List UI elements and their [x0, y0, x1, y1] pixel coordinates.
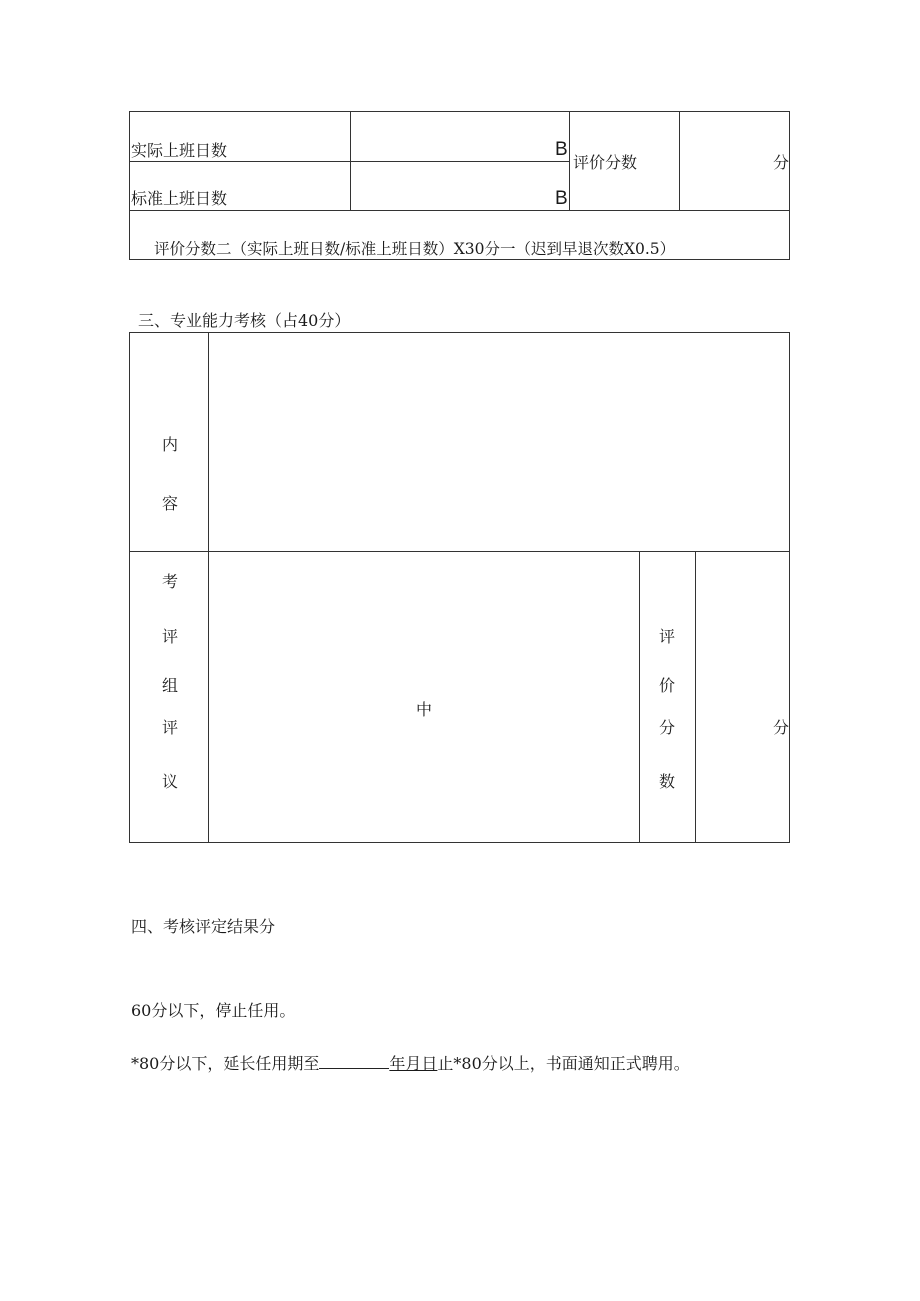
attendance-table	[129, 111, 790, 260]
table-divider	[130, 551, 789, 552]
score-formula: 评价分数二（实际上班日数/标准上班日数）X30分一（迟到早退次数X0.5）	[154, 240, 676, 258]
table-divider	[679, 112, 680, 210]
review-label-char: 议	[161, 772, 178, 791]
review-label-char: 考	[161, 572, 178, 591]
actual-workdays-label: 实际上班日数	[131, 141, 228, 160]
content-label-char: 容	[161, 494, 178, 513]
score-label: 评价分数	[573, 153, 638, 172]
table-divider	[130, 161, 570, 162]
score-label-char: 价	[658, 676, 675, 695]
standard-workdays-label: 标准上班日数	[131, 189, 228, 208]
score-label-char: 数	[658, 772, 675, 791]
review-label-char: 评	[161, 718, 178, 737]
actual-workdays-mark: B	[555, 139, 568, 160]
score-unit: 分	[773, 153, 790, 172]
review-label-char: 组	[161, 676, 178, 695]
section4-heading: 四、考核评定结果分	[131, 917, 276, 936]
table-divider	[695, 551, 696, 842]
review-body: 中	[415, 700, 432, 719]
result-line-2-date: 年月日	[389, 1054, 438, 1073]
result-line-2-suffix: 止*80分以上，书面通知正式聘用。	[437, 1054, 690, 1073]
standard-workdays-mark: B	[555, 188, 568, 209]
score-label-char: 评	[658, 627, 675, 646]
review-label-char: 评	[161, 627, 178, 646]
section3-heading: 三、专业能力考核（占40分）	[138, 311, 351, 330]
score-unit: 分	[773, 718, 790, 737]
professional-ability-table	[129, 332, 790, 843]
table-divider	[130, 210, 789, 211]
score-label-char: 分	[658, 718, 675, 737]
content-label-char: 内	[161, 435, 178, 454]
date-blank	[319, 1054, 389, 1069]
table-divider	[208, 333, 209, 842]
result-line-1: 60分以下，停止任用。	[131, 1001, 296, 1020]
result-line-2-prefix: *80分以下，延长任用期至	[131, 1054, 320, 1073]
result-line-2	[131, 1054, 690, 1072]
table-divider	[639, 551, 640, 842]
